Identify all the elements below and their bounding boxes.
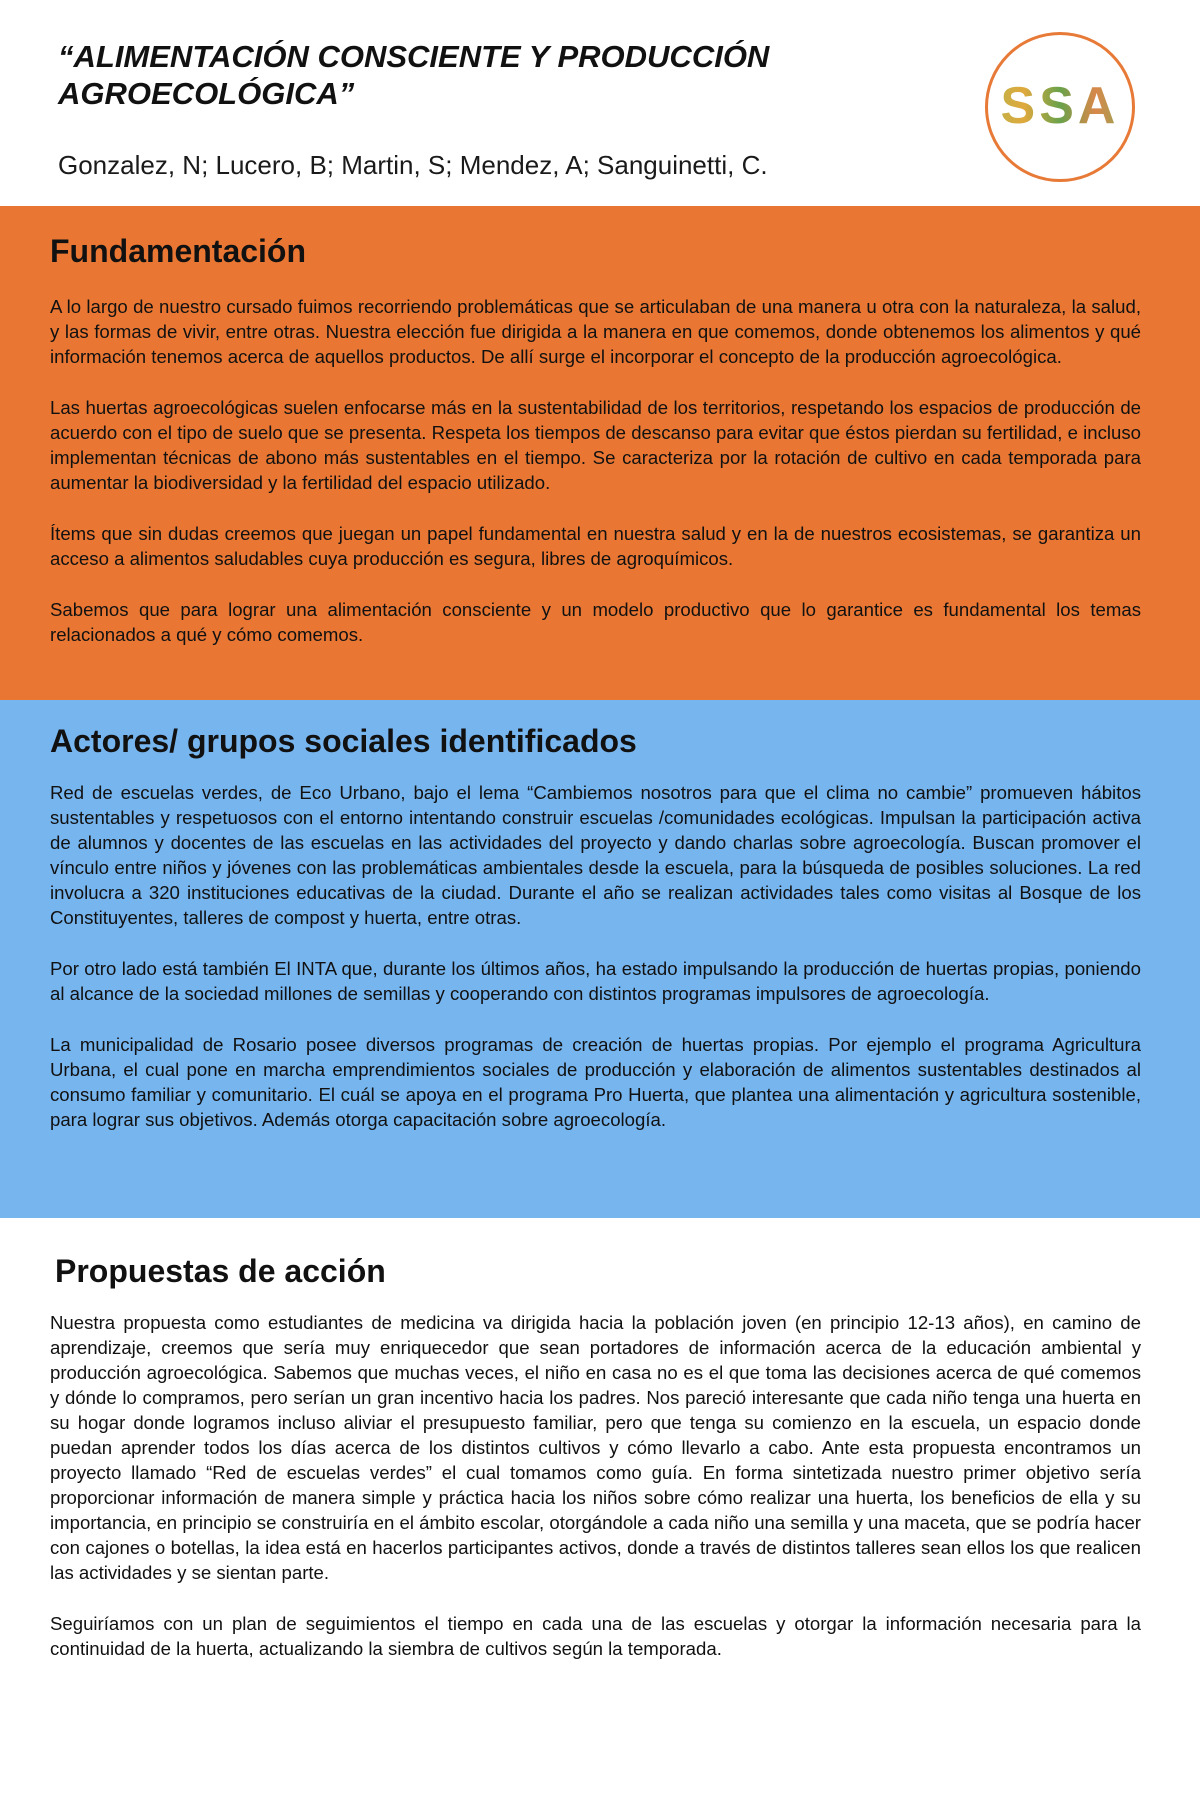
paragraph: Sabemos que para lograr una alimentación consciente y un modelo productivo que lo garantice es fundamental los temas relacionados a qué y cómo comemos. — [50, 599, 1141, 645]
paragraph: Las huertas agroecológicas suelen enfocarse más en la sustentabilidad de los territorios, respetando los espacios de producción de acuerdo con el tipo de suelo que se presenta. Respeta los tiempos de descanso para evitar que éstos pierdan su fertilidad, e incluso implementan técnicas de abono más sustentables en el tiempo. Se caracteriza por la rotación de cultivo en cada temporada para aumentar la biodiversidad y la fertilidad del espacio utilizado. — [50, 397, 1141, 493]
section-title-fundamentacion: Fundamentación — [50, 233, 307, 269]
section-body-actores — [50, 780, 1141, 1158]
paragraph: Ítems que sin dudas creemos que juegan un papel fundamental en nuestra salud y en la de nuestros ecosistemas, se garantiza un acceso a alimentos saludables cuya producción es segura, libres de agroquímicos. — [50, 523, 1141, 569]
paragraph: Red de escuelas verdes, de Eco Urbano, bajo el lema “Cambiemos nosotros para que el clima no cambie” promueven hábitos sustentables y respetuosos con el entorno intentando construir escuelas /comunidades ecológicas. Impulsan la participación activa de alumnos y docentes de las escuelas en las actividades del proyecto y dando charlas sobre agroecología. Buscan promover el vínculo entre niños y jóvenes con las problemáticas ambientales desde la escuela, para la búsqueda de posibles soluciones. La red involucra a 320 instituciones educativas de la ciudad. Durante el año se realizan actividades tales como visitas al Bosque de los Constituyentes, talleres de compost y huerta, entre otras. — [50, 782, 1141, 928]
section-actores — [0, 700, 1200, 1218]
ssa-logo-text: SSA — [988, 71, 1132, 141]
poster-title: “ALIMENTACIÓN CONSCIENTE Y PRODUCCIÓN AGROECOLÓGICA” — [58, 39, 770, 111]
paragraph: Nuestra propuesta como estudiantes de medicina va dirigida hacia la población joven (en principio 12-13 años), en camino de aprendizaje, creemos que sería muy enriquecedor que sean portadores de información acerca de la educación ambiental y producción agroecológica. Sabemos que muchas veces, el niño en casa no es el que toma las decisiones acerca de qué comemos y dónde lo compramos, pero serían un gran incentivo hacia los padres. Nos pareció interesante que cada niño tenga una huerta en su hogar donde logramos incluso aliviar el presupuesto familiar, pero que tenga su comienzo en la escuela, un espacio donde puedan aprender todos los días acerca de los distintos cultivos y cómo llevarlo a cabo. Ante esta propuesta encontramos un proyecto llamado “Red de escuelas verdes” el cual tomamos como guía. En forma sintetizada nuestro primer objetivo sería proporcionar información de manera simple y práctica hacia los niños sobre cómo realizar una huerta, los beneficios de ella y su importancia, en principio se construiría en el ámbito escolar, otorgándole a cada niño una semilla y una maceta, que se podría hacer con cajones o botellas, la idea está en hacerlos participantes activos, donde a través de distintos talleres sean ellos los que realicen las actividades y se sientan parte. — [50, 1312, 1141, 1583]
poster-header — [0, 0, 1200, 206]
paragraph: Por otro lado está también El INTA que, durante los últimos años, ha estado impulsando la producción de huertas propias, poniendo al alcance de la sociedad millones de semillas y cooperando con distintos programas impulsores de agroecología. — [50, 958, 1141, 1004]
paragraph: Seguiríamos con un plan de seguimientos el tiempo en cada una de las escuelas y otorgar la información necesaria para la continuidad de la huerta, actualizando la siembra de cultivos según la temporada. — [50, 1613, 1141, 1659]
section-fundamentacion — [0, 206, 1200, 700]
paragraph: A lo largo de nuestro cursado fuimos recorriendo problemáticas que se articulaban de una manera u otra con la naturaleza, la salud, y las formas de vivir, entre otras. Nuestra elección fue dirigida a la manera en que comemos, donde obtenemos los alimentos y qué información tenemos acerca de aquellos productos. De allí surge el incorporar el concepto de la producción agroecológica. — [50, 296, 1141, 367]
section-title-propuestas: Propuestas de acción — [55, 1253, 386, 1289]
section-title-actores: Actores/ grupos sociales identificados — [50, 723, 637, 759]
section-body-fundamentacion — [50, 294, 1141, 673]
ssa-logo — [985, 32, 1135, 182]
section-body-propuestas — [50, 1310, 1141, 1687]
section-propuestas — [0, 1218, 1200, 1800]
paragraph: La municipalidad de Rosario posee diversos programas de creación de huertas propias. Por ejemplo el programa Agricultura Urbana, el cual pone en marcha emprendimientos sociales de producción y elaboración de alimentos sustentables destinados al consumo familiar y comunitario. El cuál se apoya en el programa Pro Huerta, que plantea una alimentación y agricultura sostenible, para lograr sus objetivos. Además otorga capacitación sobre agroecología. — [50, 1034, 1141, 1130]
authors-line: Gonzalez, N; Lucero, B; Martin, S; Mendez, A; Sanguinetti, C. — [58, 150, 768, 180]
